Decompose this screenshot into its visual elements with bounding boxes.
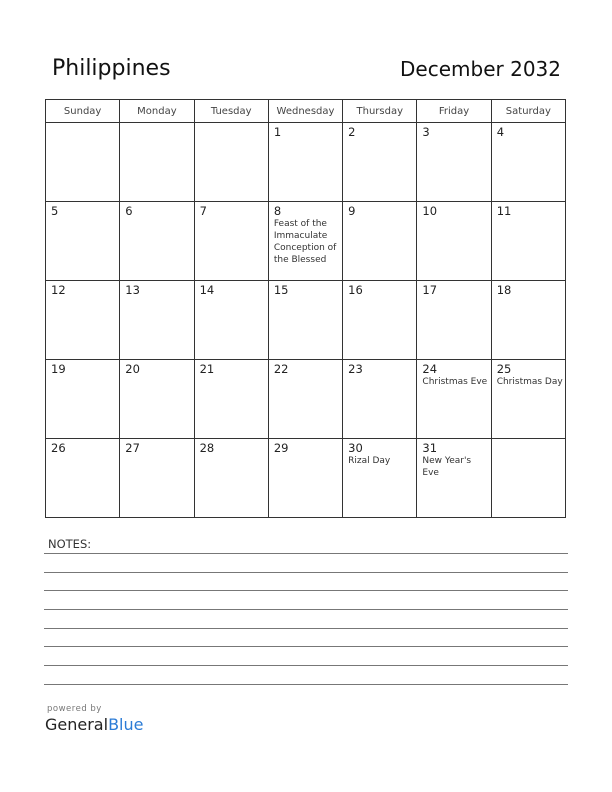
day-cell <box>194 281 268 360</box>
note-line <box>44 590 568 591</box>
holiday-label: Rizal Day <box>348 456 391 466</box>
day-cell <box>120 123 194 202</box>
day-cell <box>343 281 417 360</box>
day-cell <box>46 439 120 518</box>
day-number: 21 <box>199 362 215 376</box>
day-number: 31 <box>422 441 438 455</box>
day-number: 19 <box>51 362 66 376</box>
note-line <box>44 609 568 610</box>
day-cell <box>194 439 268 518</box>
weekday-header-row <box>46 100 566 123</box>
powered-by-text: powered by <box>47 704 102 714</box>
note-line <box>44 646 568 647</box>
week-row <box>46 281 566 360</box>
day-number: 23 <box>348 362 363 376</box>
day-cell <box>46 360 120 439</box>
note-line <box>44 628 568 629</box>
day-number: 24 <box>422 362 438 376</box>
day-cell <box>268 281 342 360</box>
day-number: 6 <box>125 204 133 218</box>
day-cell <box>343 360 417 439</box>
day-cell <box>417 281 491 360</box>
day-cell <box>268 439 342 518</box>
brand-logo <box>45 704 143 734</box>
day-number: 5 <box>51 204 59 218</box>
day-number: 20 <box>125 362 140 376</box>
day-cell <box>194 123 268 202</box>
day-number: 28 <box>199 441 215 455</box>
week-row <box>46 123 566 202</box>
day-number: 12 <box>51 283 66 297</box>
day-number: 4 <box>496 125 505 139</box>
calendar-grid <box>45 99 566 518</box>
day-cell <box>194 360 268 439</box>
day-cell <box>343 202 417 281</box>
weekday-saturday: Saturday <box>491 100 565 123</box>
day-number: 3 <box>422 125 430 139</box>
weekday-friday: Friday <box>417 100 491 123</box>
day-cell <box>120 281 194 360</box>
day-number: 16 <box>348 283 363 297</box>
day-number: 29 <box>273 441 289 455</box>
day-cell <box>491 360 565 439</box>
day-cell <box>268 123 342 202</box>
day-cell <box>491 202 565 281</box>
day-cell <box>343 439 417 518</box>
country-title: Philippines <box>52 56 171 81</box>
note-line <box>44 572 568 573</box>
note-line <box>44 684 568 685</box>
week-row <box>46 360 566 439</box>
day-cell <box>417 123 491 202</box>
day-cell <box>268 360 342 439</box>
note-line <box>44 553 568 554</box>
day-cell <box>491 439 565 518</box>
weekday-thursday: Thursday <box>343 100 417 123</box>
holiday-label: Christmas Eve <box>422 377 488 387</box>
day-number: 11 <box>496 204 512 218</box>
day-number: 8 <box>273 204 282 218</box>
day-number: 22 <box>273 362 289 376</box>
day-cell <box>46 202 120 281</box>
brand-name-blue: Blue <box>108 715 144 734</box>
day-cell <box>120 360 194 439</box>
day-number: 2 <box>348 125 356 139</box>
day-number: 13 <box>125 283 140 297</box>
day-cell <box>491 123 565 202</box>
weekday-monday: Monday <box>120 100 194 123</box>
day-cell <box>417 360 491 439</box>
day-number: 10 <box>422 204 438 218</box>
weekday-sunday: Sunday <box>46 100 120 123</box>
day-cell <box>417 439 491 518</box>
holiday-label: Feast of the Immaculate Conception of the Blessed <box>273 219 337 265</box>
day-cell <box>120 439 194 518</box>
weekday-tuesday: Tuesday <box>194 100 268 123</box>
week-row <box>46 439 566 518</box>
day-cell <box>491 281 565 360</box>
day-cell <box>343 123 417 202</box>
brand-name <box>45 715 143 734</box>
holiday-label: Christmas Day <box>496 377 563 387</box>
holiday-label: New Year's Eve <box>422 456 472 478</box>
week-row <box>46 202 566 281</box>
weekday-wednesday: Wednesday <box>268 100 342 123</box>
day-cell <box>120 202 194 281</box>
day-number: 1 <box>273 125 282 139</box>
day-number: 26 <box>51 441 66 455</box>
day-number: 15 <box>273 283 289 297</box>
day-cell <box>194 202 268 281</box>
day-number: 25 <box>496 362 512 376</box>
day-number: 27 <box>125 441 140 455</box>
day-number: 30 <box>348 441 363 455</box>
brand-name-general: General <box>45 715 109 734</box>
month-title: December 2032 <box>400 57 561 81</box>
day-cell <box>268 202 342 281</box>
notes-label: NOTES: <box>48 537 92 551</box>
day-number: 18 <box>496 283 512 297</box>
day-cell <box>46 281 120 360</box>
day-number: 17 <box>422 283 438 297</box>
day-cell <box>417 202 491 281</box>
day-cell <box>46 123 120 202</box>
day-number: 14 <box>199 283 215 297</box>
day-number: 7 <box>199 204 207 218</box>
day-number: 9 <box>348 204 356 218</box>
note-line <box>44 665 568 666</box>
